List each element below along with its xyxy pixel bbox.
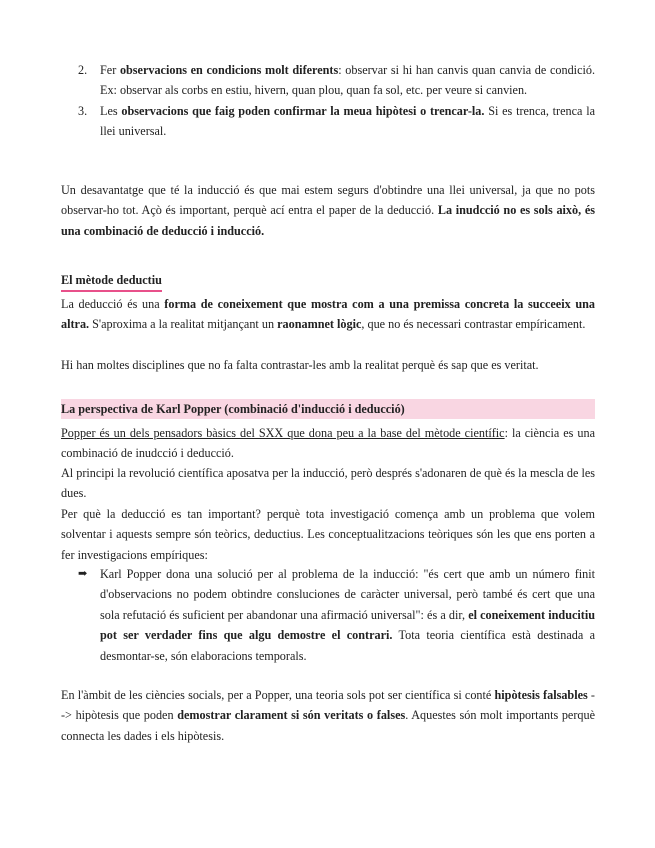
list-item: ➡ Karl Popper dona una solució per al problema de la inducció: "és cert que amb un número finit d'observacions no podem obtindre consluciones de caràcter universal, però també és cert que una sola refutació és suficient per abandonar una afirmació universal": és a dir, el coneixement inducitiu pot ser verdader fins que algu demostre el contrari. Tota teoria científica està destinada a desmontar-se, són elaboracions temporals. [78,564,595,666]
list-item: 2. Fer observacions en condicions molt diferents: observar si hi han canvis quan canvia de condició. Ex: observar als corbs en estiu, hivern, quan plou, quan fa sol, etc. per veure si canvien. [78,60,595,101]
section-heading-deductive: El mètode deductiu [61,271,162,292]
arrow-right-icon: ➡ [78,568,88,580]
section-heading-popper: La perspectiva de Karl Popper (combinació d'inducció i deducció) [61,399,595,419]
numbered-list [78,60,595,142]
list-number: 2. [78,63,88,77]
popper-intro-paragraph: Popper és un dels pensadors bàsics del SXX que dona peu a la base del mètode científic: la ciència es una combinació de inudcció i deducció. [61,426,595,461]
list-number: 3. [78,103,88,118]
section-deductive [61,270,595,292]
scientific-revolution-paragraph: Al principi la revolució científica aposatva per la inducció, però després s'adonaren de què és la mescla de les dues. [61,466,595,501]
social-sciences-paragraph: En l'àmbit de les ciències socials, per a Popper, una teoria sols pot ser científica si conté hipòtesis falsables --> hipòtesis que poden demostrar clarament si són veritats o falses. Aquestes són molt importants perquè connecta les dades i els hipòtesis. [61,688,595,743]
deduction-paragraph: La deducció és una forma de coneixement que mostra com a una premissa concreta la succeeix una altra. S'aproxima a la realitat mitjançant un raonamnet lògic, que no és necessari contrastar empíricament. [61,297,595,332]
deduction-importance-paragraph: Per què la deducció es tan important? perquè tota investigació comença amb un problema que volem solventar i aquests sempre són teòrics, deductius. Les conceptualitzacions teòriques són les que ens porten a fer investigacions empíriques: [61,507,595,562]
list-item: 3. Les observacions que faig poden confirmar la meua hipòtesi o trencar-la. Si es trenca, trenca la llei universal. [78,101,595,142]
induction-disadvantage-paragraph: Un desavantatge que té la inducció és que mai estem segurs d'obtindre una llei universal, ja que no pots observar-ho tot. Açò és important, perquè ací entra el paper de la deducció. La inudcció no es sols això, és una combinació de deducció i inducció. [61,183,595,238]
arrow-list [78,564,595,666]
disciplines-paragraph: Hi han moltes disciplines que no fa falta contrastar-les amb la realitat perquè és sap que es veritat. [61,358,539,372]
